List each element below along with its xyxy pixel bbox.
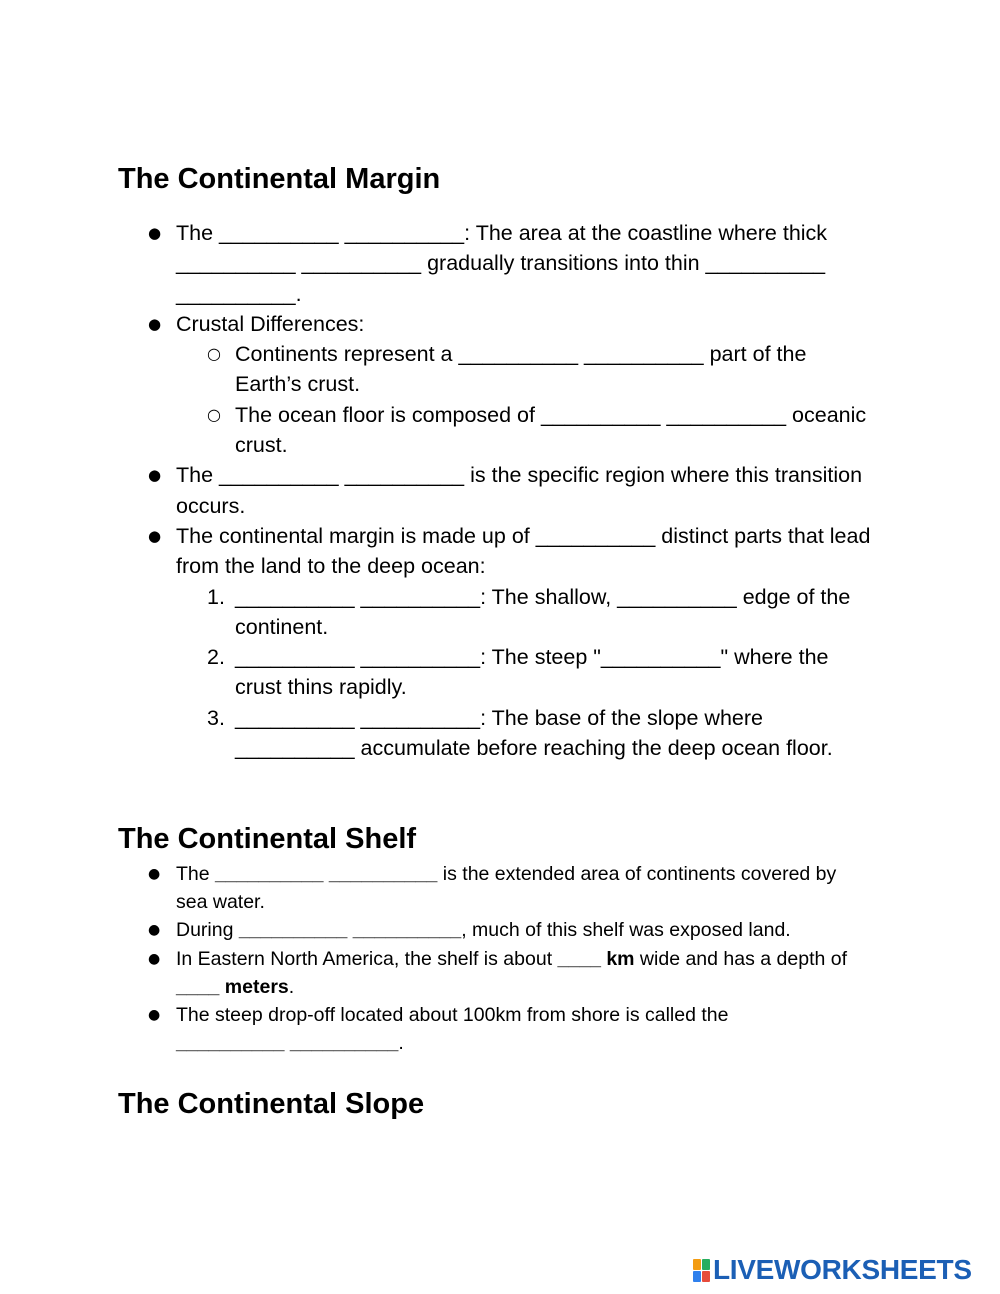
logo-text: LIVEWORKSHEETS (713, 1254, 972, 1285)
list-item (0, 703, 875, 764)
bullet-icon: ● (148, 1007, 161, 1024)
text-fragment: . (288, 975, 295, 998)
bullet-text: Crustal Differences: (176, 311, 365, 336)
bullet-text: The __________ __________ is the specific region where this transition occurs. (176, 463, 863, 518)
text-fragment: is the extended area of continents covered by sea water. (176, 863, 837, 914)
logo-tile (702, 1259, 710, 1270)
answer-blank-meters[interactable]: ____ meters (176, 975, 289, 998)
list-item (0, 945, 871, 1001)
logo-tiles-icon (693, 1259, 710, 1282)
bullet-icon: ● (148, 526, 162, 545)
list-item (0, 860, 871, 916)
logo-tile (693, 1271, 701, 1282)
list-item (0, 309, 876, 339)
step-text: __________ __________: The shallow, __________ edge of the continent. (235, 584, 851, 639)
bullet-icon: ● (148, 950, 161, 967)
section-heading-continental-slope: The Continental Slope (118, 1088, 425, 1120)
section-heading-continental-shelf: The Continental Shelf (118, 823, 417, 855)
step-text: __________ __________: The base of the slope where __________ accumulate before reaching the deep ocean floor. (235, 705, 833, 761)
list-item (0, 400, 875, 461)
text-fragment: The steep drop-off located about 100km from shore is called the (176, 1004, 729, 1027)
list-item (0, 460, 876, 521)
bullet-icon: ● (148, 466, 162, 485)
bullet-text: The __________ __________: The area at the coastline where thick __________ __________ gradually transitions into thin __________ __________. (176, 221, 828, 306)
list-item (0, 916, 871, 944)
bullet-icon: ● (148, 866, 161, 882)
step-number: 1. (207, 584, 225, 609)
circle-bullet-icon: ○ (207, 404, 221, 424)
step-number: 3. (207, 705, 225, 730)
text-fragment: wide and has a depth of (634, 947, 848, 970)
text-fragment: , much of this shelf was exposed land. (461, 919, 791, 942)
logo-tile (693, 1259, 701, 1270)
shelf-bullet-list (0, 860, 1000, 1057)
numbered-list (0, 582, 1000, 764)
list-item (0, 582, 875, 643)
sub-bullet-text: Continents represent a __________ __________ part of the Earth’s crust. (235, 342, 807, 397)
sub-list (0, 339, 1000, 460)
list-item (0, 339, 875, 400)
answer-blank-km[interactable]: ____ km (557, 947, 635, 970)
liveworksheets-logo (693, 1255, 972, 1285)
text-fragment: In Eastern North America, the shelf is about (176, 947, 558, 970)
bullet-icon: ● (148, 922, 161, 939)
list-item (0, 642, 875, 703)
step-text: __________ __________: The steep "__________" where the crust thins rapidly. (235, 645, 829, 700)
answer-blank[interactable]: __________ __________ (215, 863, 438, 885)
bullet-text: The continental margin is made up of __________ distinct parts that lead from the land to the deep ocean: (176, 523, 871, 579)
margin-bullet-list (0, 218, 1000, 763)
answer-blank[interactable]: __________ __________ (176, 1032, 399, 1055)
list-item (0, 1001, 871, 1057)
bullet-icon: ● (148, 314, 162, 333)
bullet-icon: ● (148, 224, 162, 242)
list-item (0, 521, 876, 582)
logo-tile (702, 1271, 710, 1282)
list-item (0, 218, 876, 309)
answer-blank[interactable]: __________ __________ (238, 919, 462, 942)
sub-bullet-text: The ocean floor is composed of __________ __________ oceanic crust. (235, 402, 867, 458)
step-number: 2. (207, 645, 225, 670)
section-heading-continental-margin: The Continental Margin (118, 163, 441, 195)
text-fragment: The (176, 863, 216, 885)
text-fragment: . (398, 1032, 404, 1055)
circle-bullet-icon: ○ (207, 344, 221, 364)
text-fragment: During (176, 919, 239, 942)
